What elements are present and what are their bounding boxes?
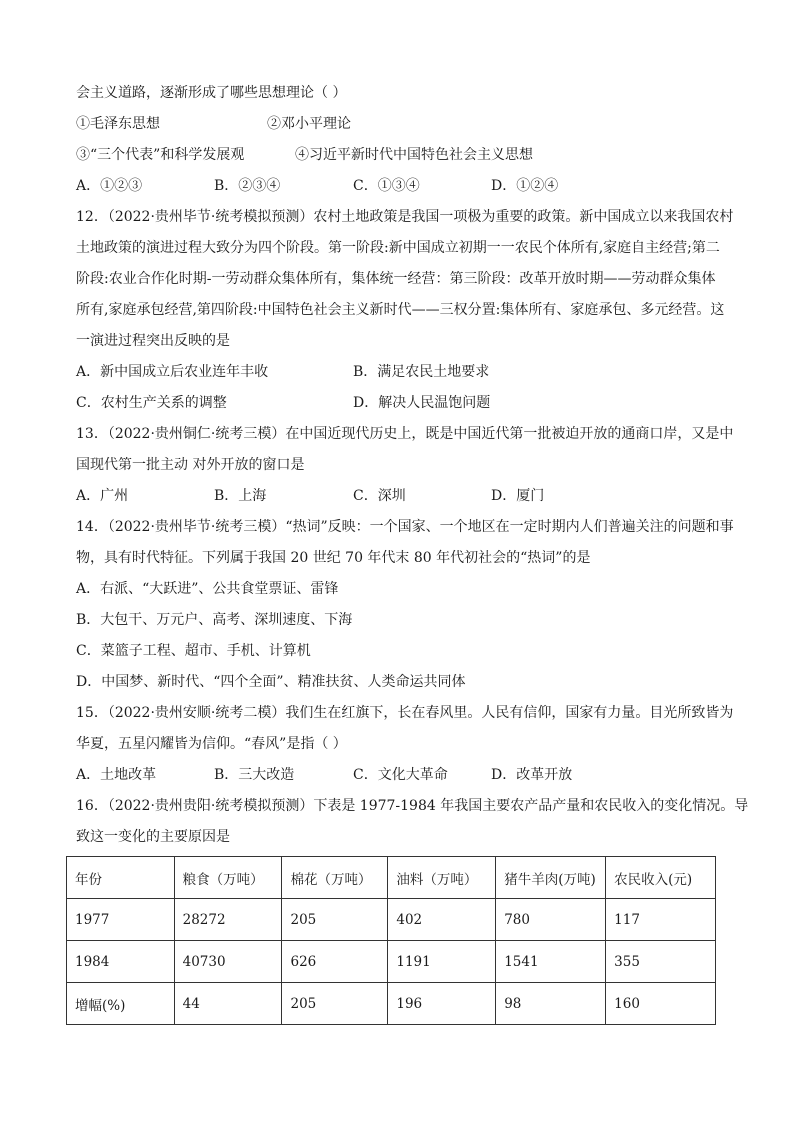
q13-stem-line: 国现代第一批主动 对外开放的窗口是 bbox=[76, 457, 305, 473]
q14-option-c[interactable]: C．菜篮子工程、超市、手机、计算机 bbox=[76, 643, 311, 659]
q13-option-c[interactable]: C．深圳 bbox=[353, 488, 406, 504]
q12-option-c[interactable]: C．农村生产关系的调整 bbox=[76, 395, 227, 411]
q14-stem-line: 物，具有时代特征。下列属于我国 20 世纪 70 年代末 80 年代初社会的“热词”的是 bbox=[76, 550, 591, 566]
q11-option-b[interactable]: B．②③④ bbox=[214, 178, 281, 194]
q16-stem-line: 致这一变化的主要原因是 bbox=[76, 829, 230, 845]
table-header-row bbox=[67, 857, 716, 899]
table-cell: 205 bbox=[282, 983, 388, 1025]
table-cell: 205 bbox=[282, 899, 388, 941]
q11-item-4: ④习近平新时代中国特色社会主义思想 bbox=[295, 147, 533, 163]
table-header-cell: 油料（万吨） bbox=[388, 857, 496, 899]
q11-option-c[interactable]: C．①③④ bbox=[353, 178, 420, 194]
table-cell: 780 bbox=[496, 899, 606, 941]
table-cell: 117 bbox=[606, 899, 716, 941]
q15-option-b[interactable]: B．三大改造 bbox=[214, 767, 295, 783]
q16-data-table bbox=[66, 856, 716, 1025]
q12-stem-line: 土地政策的演进过程大致分为四个阶段。第一阶段:新中国成立初期一一农民个体所有,家庭自主经营;第二 bbox=[76, 240, 720, 256]
q14-option-d[interactable]: D．中国梦、新时代、“四个全面”、精准扶贫、人类命运共同体 bbox=[76, 674, 466, 690]
table-cell: 40730 bbox=[174, 941, 282, 983]
q12-stem-line: 12．（2022·贵州毕节·统考模拟预测）农村土地政策是我国一项极为重要的政策。新中国成立以来我国农村 bbox=[76, 209, 734, 225]
table-cell: 1541 bbox=[496, 941, 606, 983]
table-header-cell: 猪牛羊肉(万吨) bbox=[496, 857, 606, 899]
table-cell: 1191 bbox=[388, 941, 496, 983]
table-cell: 196 bbox=[388, 983, 496, 1025]
q15-stem-line: 15．（2022·贵州安顺·统考二模）我们生在红旗下，长在春风里。人民有信仰，国家有力量。目光所致皆为 bbox=[76, 705, 734, 721]
q15-option-c[interactable]: C．文化大革命 bbox=[353, 767, 448, 783]
table-row bbox=[67, 941, 716, 983]
table-cell: 44 bbox=[174, 983, 282, 1025]
table-cell: 1984 bbox=[67, 941, 175, 983]
q13-option-d[interactable]: D．厦门 bbox=[491, 488, 545, 504]
q12-stem-line: 阶段:农业合作化时期-一劳动群众集体所有，集体统一经营：第三阶段：改革开放时期——劳动群众集体 bbox=[76, 271, 716, 287]
q15-stem-line: 华夏，五星闪耀皆为信仰。“春风”是指（ ） bbox=[76, 736, 347, 752]
q12-option-d[interactable]: D．解决人民温饱问题 bbox=[353, 395, 491, 411]
q16-stem-line: 16．（2022·贵州贵阳·统考模拟预测）下表是 1977-1984 年我国主要农产品产量和农民收入的变化情况。导 bbox=[76, 798, 749, 814]
q11-stem: 会主义道路，逐渐形成了哪些思想理论（ ） bbox=[76, 85, 347, 101]
table-cell: 402 bbox=[388, 899, 496, 941]
table-cell: 626 bbox=[282, 941, 388, 983]
table-cell: 355 bbox=[606, 941, 716, 983]
table-cell: 增幅(%) bbox=[67, 983, 175, 1025]
q13-option-b[interactable]: B．上海 bbox=[214, 488, 267, 504]
q14-stem-line: 14．（2022·贵州毕节·统考三模）“热词”反映：一个国家、一个地区在一定时期内人们普遍关注的问题和事 bbox=[76, 519, 734, 535]
q13-option-a[interactable]: A．广州 bbox=[76, 488, 129, 504]
table-row bbox=[67, 899, 716, 941]
q12-option-b[interactable]: B．满足农民土地要求 bbox=[353, 364, 490, 380]
q12-stem-line: 一演进过程突出反映的是 bbox=[76, 333, 230, 349]
q12-stem-line: 所有,家庭承包经营,第四阶段:中国特色社会主义新时代——三权分置:集体所有、家庭承包、多元经营。这 bbox=[76, 302, 725, 318]
table-cell: 98 bbox=[496, 983, 606, 1025]
q11-option-d[interactable]: D．①②④ bbox=[491, 178, 559, 194]
table-header-cell: 棉花（万吨） bbox=[282, 857, 388, 899]
q14-option-a[interactable]: A．右派、“大跃进”、公共食堂票证、雷锋 bbox=[76, 581, 339, 597]
table-header-cell: 年份 bbox=[67, 857, 175, 899]
q11-option-a[interactable]: A．①②③ bbox=[76, 178, 143, 194]
q13-stem-line: 13．（2022·贵州铜仁·统考三模）在中国近现代历史上，既是中国近代第一批被迫开放的通商口岸，又是中 bbox=[76, 426, 734, 442]
q11-item-2: ②邓小平理论 bbox=[267, 116, 351, 132]
table-header-cell: 农民收入(元) bbox=[606, 857, 716, 899]
q15-option-d[interactable]: D．改革开放 bbox=[491, 767, 573, 783]
table-cell: 160 bbox=[606, 983, 716, 1025]
q11-item-1: ①毛泽东思想 bbox=[76, 116, 160, 132]
table-row bbox=[67, 983, 716, 1025]
q15-option-a[interactable]: A．土地改革 bbox=[76, 767, 157, 783]
table-cell: 28272 bbox=[174, 899, 282, 941]
q12-option-a[interactable]: A．新中国成立后农业连年丰收 bbox=[76, 364, 269, 380]
table-header-cell: 粮食（万吨） bbox=[174, 857, 282, 899]
q14-option-b[interactable]: B．大包干、万元户、高考、深圳速度、下海 bbox=[76, 612, 353, 628]
q11-item-3: ③“三个代表”和科学发展观 bbox=[76, 147, 245, 163]
table-cell: 1977 bbox=[67, 899, 175, 941]
